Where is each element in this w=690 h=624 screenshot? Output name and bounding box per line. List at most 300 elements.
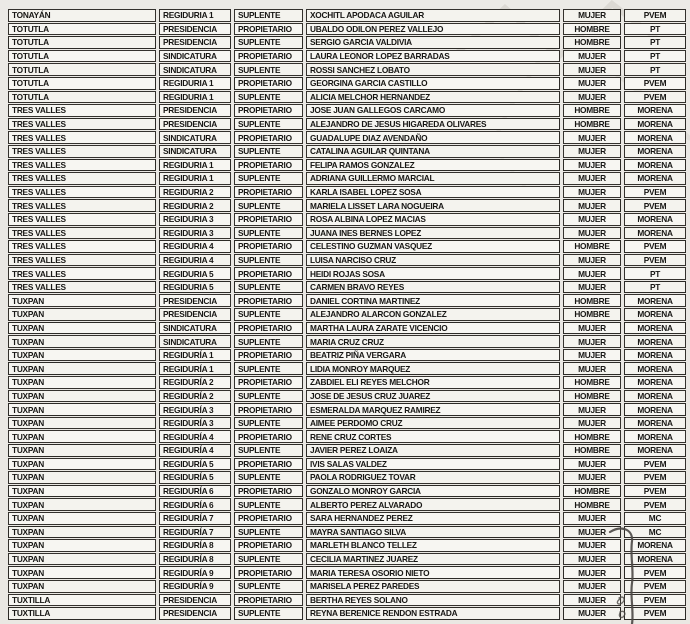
cell-party: PVEM [624,566,686,579]
cell-office: SINDICATURA [159,50,231,63]
table-row [8,390,686,403]
cell-role-type: PROPIETARIO [234,159,303,172]
cell-municipality: TOTUTLA [8,23,156,36]
cell-office: REGIDURÍA 3 [159,417,231,430]
cell-role-type: SUPLENTE [234,607,303,620]
cell-party: PVEM [624,458,686,471]
cell-gender: HOMBRE [563,485,621,498]
cell-candidate-name: XOCHITL APODACA AGUILAR [306,9,560,22]
cell-municipality: TUXPAN [8,471,156,484]
table-row [8,403,686,416]
cell-role-type: PROPIETARIO [234,349,303,362]
cell-municipality: TRES VALLES [8,267,156,280]
cell-role-type: PROPIETARIO [234,104,303,117]
cell-candidate-name: CELESTINO GUZMAN VASQUEZ [306,240,560,253]
cell-party: MORENA [624,403,686,416]
cell-municipality: TUXPAN [8,362,156,375]
cell-municipality: TUXPAN [8,430,156,443]
cell-role-type: SUPLENTE [234,199,303,212]
table-row [8,131,686,144]
cell-office: REGIDURIA 1 [159,172,231,185]
cell-candidate-name: ALEJANDRO ALARCON GONZALEZ [306,308,560,321]
cell-party: MORENA [624,417,686,430]
cell-office: PRESIDENCIA [159,607,231,620]
cell-municipality: TRES VALLES [8,240,156,253]
cell-gender: MUJER [563,145,621,158]
cell-municipality: TUXPAN [8,458,156,471]
cell-gender: MUJER [563,607,621,620]
cell-office: SINDICATURA [159,145,231,158]
cell-municipality: TOTUTLA [8,91,156,104]
cell-gender: MUJER [563,553,621,566]
table-row [8,9,686,22]
cell-office: REGIDURIA 2 [159,199,231,212]
table-row [8,104,686,117]
table-row [8,77,686,90]
cell-municipality: TUXPAN [8,485,156,498]
cell-candidate-name: LAURA LEONOR LOPEZ BARRADAS [306,50,560,63]
cell-party: PVEM [624,254,686,267]
cell-municipality: TUXPAN [8,553,156,566]
cell-gender: MUJER [563,159,621,172]
cell-office: REGIDURÍA 5 [159,471,231,484]
cell-candidate-name: MARISELA PEREZ PAREDES [306,580,560,593]
cell-gender: MUJER [563,267,621,280]
cell-gender: MUJER [563,539,621,552]
cell-office: REGIDURIA 1 [159,9,231,22]
cell-gender: HOMBRE [563,444,621,457]
cell-municipality: TUXPAN [8,417,156,430]
cell-gender: HOMBRE [563,430,621,443]
table-row [8,281,686,294]
table-row [8,471,686,484]
cell-role-type: SUPLENTE [234,254,303,267]
cell-party: MORENA [624,444,686,457]
table-row [8,526,686,539]
table-row [8,444,686,457]
cell-candidate-name: JAVIER PEREZ LOAIZA [306,444,560,457]
cell-party: MC [624,526,686,539]
cell-party: PT [624,267,686,280]
cell-gender: HOMBRE [563,294,621,307]
cell-party: MORENA [624,430,686,443]
cell-candidate-name: MARLETH BLANCO TELLEZ [306,539,560,552]
cell-office: REGIDURÍA 6 [159,498,231,511]
cell-office: REGIDURIA 3 [159,213,231,226]
cell-office: REGIDURIA 4 [159,240,231,253]
cell-party: MORENA [624,308,686,321]
cell-office: REGIDURÍA 2 [159,376,231,389]
cell-role-type: PROPIETARIO [234,240,303,253]
cell-office: REGIDURÍA 1 [159,349,231,362]
cell-office: REGIDURIA 1 [159,159,231,172]
cell-party: PVEM [624,594,686,607]
cell-candidate-name: ESMERALDA MARQUEZ RAMIREZ [306,403,560,416]
cell-role-type: PROPIETARIO [234,376,303,389]
cell-gender: MUJER [563,281,621,294]
cell-role-type: SUPLENTE [234,145,303,158]
table-row [8,186,686,199]
cell-candidate-name: JOSE JUAN GALLEGOS CARCAMO [306,104,560,117]
cell-role-type: SUPLENTE [234,444,303,457]
cell-role-type: PROPIETARIO [234,23,303,36]
cell-municipality: TUXPAN [8,335,156,348]
cell-gender: MUJER [563,172,621,185]
cell-municipality: TUXPAN [8,349,156,362]
cell-office: REGIDURIA 1 [159,91,231,104]
cell-gender: MUJER [563,63,621,76]
cell-role-type: SUPLENTE [234,580,303,593]
cell-office: REGIDURIA 1 [159,77,231,90]
cell-role-type: PROPIETARIO [234,403,303,416]
table-row [8,199,686,212]
cell-role-type: SUPLENTE [234,281,303,294]
cell-office: REGIDURÍA 7 [159,526,231,539]
cell-candidate-name: PAOLA RODRIGUEZ TOVAR [306,471,560,484]
cell-role-type: PROPIETARIO [234,458,303,471]
table-row [8,594,686,607]
cell-candidate-name: MARIA CRUZ CRUZ [306,335,560,348]
cell-party: PT [624,50,686,63]
cell-gender: MUJER [563,227,621,240]
cell-candidate-name: HEIDI ROJAS SOSA [306,267,560,280]
table-row [8,172,686,185]
cell-party: MORENA [624,362,686,375]
cell-candidate-name: KARLA ISABEL LOPEZ SOSA [306,186,560,199]
cell-gender: MUJER [563,512,621,525]
cell-candidate-name: BERTHA REYES SOLANO [306,594,560,607]
cell-candidate-name: GEORGINA GARCIA CASTILLO [306,77,560,90]
cell-gender: HOMBRE [563,118,621,131]
cell-role-type: SUPLENTE [234,91,303,104]
cell-office: REGIDURIA 2 [159,186,231,199]
table-row [8,335,686,348]
cell-municipality: TUXPAN [8,444,156,457]
cell-party: PVEM [624,580,686,593]
cell-candidate-name: JOSE DE JESUS CRUZ JUAREZ [306,390,560,403]
cell-party: MORENA [624,349,686,362]
cell-municipality: TRES VALLES [8,186,156,199]
cell-municipality: TRES VALLES [8,131,156,144]
cell-candidate-name: BEATRIZ PIÑA VERGARA [306,349,560,362]
table-row [8,50,686,63]
table-row [8,539,686,552]
cell-office: REGIDURÍA 4 [159,430,231,443]
cell-role-type: SUPLENTE [234,308,303,321]
table-row [8,118,686,131]
cell-role-type: SUPLENTE [234,362,303,375]
cell-party: MORENA [624,294,686,307]
cell-gender: MUJER [563,349,621,362]
cell-party: PVEM [624,199,686,212]
table-row [8,349,686,362]
cell-role-type: PROPIETARIO [234,267,303,280]
cell-candidate-name: AIMEE PERDOMO CRUZ [306,417,560,430]
cell-role-type: SUPLENTE [234,498,303,511]
cell-party: MORENA [624,335,686,348]
table-row [8,430,686,443]
cell-office: PRESIDENCIA [159,23,231,36]
cell-candidate-name: GUADALUPE DIAZ AVENDAÑO [306,131,560,144]
cell-role-type: SUPLENTE [234,335,303,348]
cell-gender: HOMBRE [563,498,621,511]
table-row [8,213,686,226]
cell-role-type: SUPLENTE [234,118,303,131]
cell-gender: MUJER [563,91,621,104]
cell-party: MORENA [624,376,686,389]
cell-party: PVEM [624,485,686,498]
table-row [8,159,686,172]
table-row [8,294,686,307]
cell-role-type: SUPLENTE [234,417,303,430]
cell-gender: MUJER [563,213,621,226]
table-row [8,36,686,49]
table-row [8,498,686,511]
table-row [8,417,686,430]
cell-party: MORENA [624,213,686,226]
cell-office: REGIDURIA 5 [159,267,231,280]
cell-municipality: TUXPAN [8,539,156,552]
cell-candidate-name: ROSSI SANCHEZ LOBATO [306,63,560,76]
cell-party: MORENA [624,159,686,172]
cell-candidate-name: IVIS SALAS VALDEZ [306,458,560,471]
table-row [8,580,686,593]
cell-gender: HOMBRE [563,240,621,253]
cell-municipality: TOTUTLA [8,77,156,90]
cell-gender: MUJER [563,566,621,579]
cell-role-type: PROPIETARIO [234,77,303,90]
cell-party: PVEM [624,91,686,104]
cell-gender: HOMBRE [563,390,621,403]
cell-candidate-name: ALICIA MELCHOR HERNANDEZ [306,91,560,104]
cell-office: REGIDURÍA 2 [159,390,231,403]
cell-party: MORENA [624,227,686,240]
cell-candidate-name: ZABDIEL ELI REYES MELCHOR [306,376,560,389]
cell-gender: MUJER [563,403,621,416]
table-row [8,607,686,620]
cell-office: PRESIDENCIA [159,308,231,321]
cell-office: SINDICATURA [159,131,231,144]
cell-candidate-name: LIDIA MONROY MARQUEZ [306,362,560,375]
cell-office: REGIDURIA 5 [159,281,231,294]
cell-role-type: PROPIETARIO [234,512,303,525]
cell-role-type: PROPIETARIO [234,213,303,226]
cell-gender: MUJER [563,254,621,267]
cell-role-type: PROPIETARIO [234,430,303,443]
cell-candidate-name: RENE CRUZ CORTES [306,430,560,443]
cell-party: PVEM [624,9,686,22]
cell-party: PVEM [624,77,686,90]
cell-gender: MUJER [563,186,621,199]
cell-gender: MUJER [563,9,621,22]
cell-candidate-name: ROSA ALBINA LOPEZ MACIAS [306,213,560,226]
cell-party: PVEM [624,471,686,484]
cell-municipality: TRES VALLES [8,145,156,158]
cell-office: REGIDURIA 3 [159,227,231,240]
cell-gender: MUJER [563,335,621,348]
cell-office: REGIDURÍA 9 [159,580,231,593]
cell-role-type: PROPIETARIO [234,485,303,498]
cell-candidate-name: ADRIANA GUILLERMO MARCIAL [306,172,560,185]
cell-party: PVEM [624,186,686,199]
table-row [8,566,686,579]
cell-candidate-name: LUISA NARCISO CRUZ [306,254,560,267]
table-row [8,362,686,375]
cell-gender: MUJER [563,50,621,63]
cell-office: REGIDURIA 4 [159,254,231,267]
cell-office: REGIDURÍA 4 [159,444,231,457]
table-row [8,227,686,240]
cell-party: MC [624,512,686,525]
cell-party: PVEM [624,498,686,511]
cell-municipality: TRES VALLES [8,281,156,294]
cell-candidate-name: CECILIA MARTINEZ JUAREZ [306,553,560,566]
cell-candidate-name: CARMEN BRAVO REYES [306,281,560,294]
cell-role-type: PROPIETARIO [234,566,303,579]
cell-gender: HOMBRE [563,376,621,389]
cell-municipality: TRES VALLES [8,159,156,172]
cell-gender: MUJER [563,526,621,539]
cell-gender: MUJER [563,362,621,375]
cell-municipality: TRES VALLES [8,118,156,131]
cell-party: PT [624,36,686,49]
cell-party: PVEM [624,240,686,253]
table-row [8,485,686,498]
cell-candidate-name: MARTHA LAURA ZARATE VICENCIO [306,322,560,335]
cell-candidate-name: GONZALO MONROY GARCIA [306,485,560,498]
cell-candidate-name: MARIELA LISSET LARA NOGUEIRA [306,199,560,212]
cell-office: REGIDURÍA 7 [159,512,231,525]
cell-municipality: TUXPAN [8,403,156,416]
table-row [8,23,686,36]
cell-candidate-name: MARIA TERESA OSORIO NIETO [306,566,560,579]
cell-municipality: TRES VALLES [8,213,156,226]
table-row [8,322,686,335]
cell-municipality: TOTUTLA [8,36,156,49]
cell-candidate-name: DANIEL CORTINA MARTINEZ [306,294,560,307]
cell-municipality: TUXPAN [8,580,156,593]
cell-office: REGIDURÍA 9 [159,566,231,579]
cell-office: PRESIDENCIA [159,118,231,131]
table-row [8,458,686,471]
cell-party: PT [624,281,686,294]
cell-candidate-name: MAYRA SANTIAGO SILVA [306,526,560,539]
cell-office: PRESIDENCIA [159,594,231,607]
cell-municipality: TRES VALLES [8,199,156,212]
cell-office: PRESIDENCIA [159,36,231,49]
table-row [8,553,686,566]
cell-candidate-name: SARA HERNANDEZ PEREZ [306,512,560,525]
cell-party: MORENA [624,131,686,144]
cell-party: MORENA [624,104,686,117]
table-row [8,308,686,321]
cell-office: SINDICATURA [159,335,231,348]
cell-party: PT [624,23,686,36]
cell-party: MORENA [624,553,686,566]
cell-gender: MUJER [563,417,621,430]
table-row [8,63,686,76]
cell-role-type: SUPLENTE [234,63,303,76]
cell-gender: HOMBRE [563,308,621,321]
cell-office: REGIDURÍA 1 [159,362,231,375]
cell-office: REGIDURÍA 6 [159,485,231,498]
cell-municipality: TUXPAN [8,322,156,335]
cell-gender: HOMBRE [563,36,621,49]
cell-party: MORENA [624,390,686,403]
cell-municipality: TUXTILLA [8,594,156,607]
cell-party: PT [624,63,686,76]
table-row [8,254,686,267]
cell-role-type: SUPLENTE [234,227,303,240]
cell-candidate-name: SERGIO GARCIA VALDIVIA [306,36,560,49]
cell-role-type: SUPLENTE [234,36,303,49]
cell-gender: HOMBRE [563,23,621,36]
cell-candidate-name: ALBERTO PEREZ ALVARADO [306,498,560,511]
cell-municipality: TOTUTLA [8,50,156,63]
cell-office: REGIDURÍA 8 [159,553,231,566]
table-row [8,512,686,525]
cell-office: REGIDURÍA 3 [159,403,231,416]
cell-candidate-name: REYNA BERENICE RENDON ESTRADA [306,607,560,620]
cell-office: SINDICATURA [159,63,231,76]
cell-candidate-name: UBALDO ODILON PEREZ VALLEJO [306,23,560,36]
cell-role-type: PROPIETARIO [234,594,303,607]
cell-gender: MUJER [563,594,621,607]
table-row [8,91,686,104]
cell-party: MORENA [624,145,686,158]
cell-municipality: TUXPAN [8,512,156,525]
cell-candidate-name: CATALINA AGUILAR QUINTANA [306,145,560,158]
cell-office: PRESIDENCIA [159,104,231,117]
cell-office: REGIDURÍA 8 [159,539,231,552]
cell-role-type: PROPIETARIO [234,50,303,63]
cell-municipality: TRES VALLES [8,172,156,185]
cell-municipality: TRES VALLES [8,104,156,117]
cell-municipality: TRES VALLES [8,227,156,240]
cell-municipality: TUXTILLA [8,607,156,620]
cell-gender: MUJER [563,580,621,593]
table-row [8,376,686,389]
cell-municipality: TUXPAN [8,376,156,389]
cell-gender: MUJER [563,458,621,471]
cell-municipality: TUXPAN [8,390,156,403]
cell-municipality: TUXPAN [8,498,156,511]
cell-gender: MUJER [563,322,621,335]
cell-party: MORENA [624,539,686,552]
cell-gender: MUJER [563,199,621,212]
cell-municipality: TONAYÁN [8,9,156,22]
cell-role-type: PROPIETARIO [234,539,303,552]
cell-office: SINDICATURA [159,322,231,335]
cell-role-type: SUPLENTE [234,390,303,403]
cell-gender: MUJER [563,77,621,90]
cell-role-type: SUPLENTE [234,526,303,539]
table-row [8,267,686,280]
table-row [8,145,686,158]
cell-role-type: PROPIETARIO [234,322,303,335]
cell-gender: HOMBRE [563,104,621,117]
cell-municipality: TUXPAN [8,308,156,321]
candidates-table [8,9,686,620]
cell-role-type: PROPIETARIO [234,186,303,199]
cell-candidate-name: JUANA INES BERNES LOPEZ [306,227,560,240]
cell-municipality: TUXPAN [8,294,156,307]
cell-role-type: SUPLENTE [234,9,303,22]
cell-municipality: TUXPAN [8,526,156,539]
cell-role-type: SUPLENTE [234,471,303,484]
cell-municipality: TRES VALLES [8,254,156,267]
cell-role-type: PROPIETARIO [234,131,303,144]
